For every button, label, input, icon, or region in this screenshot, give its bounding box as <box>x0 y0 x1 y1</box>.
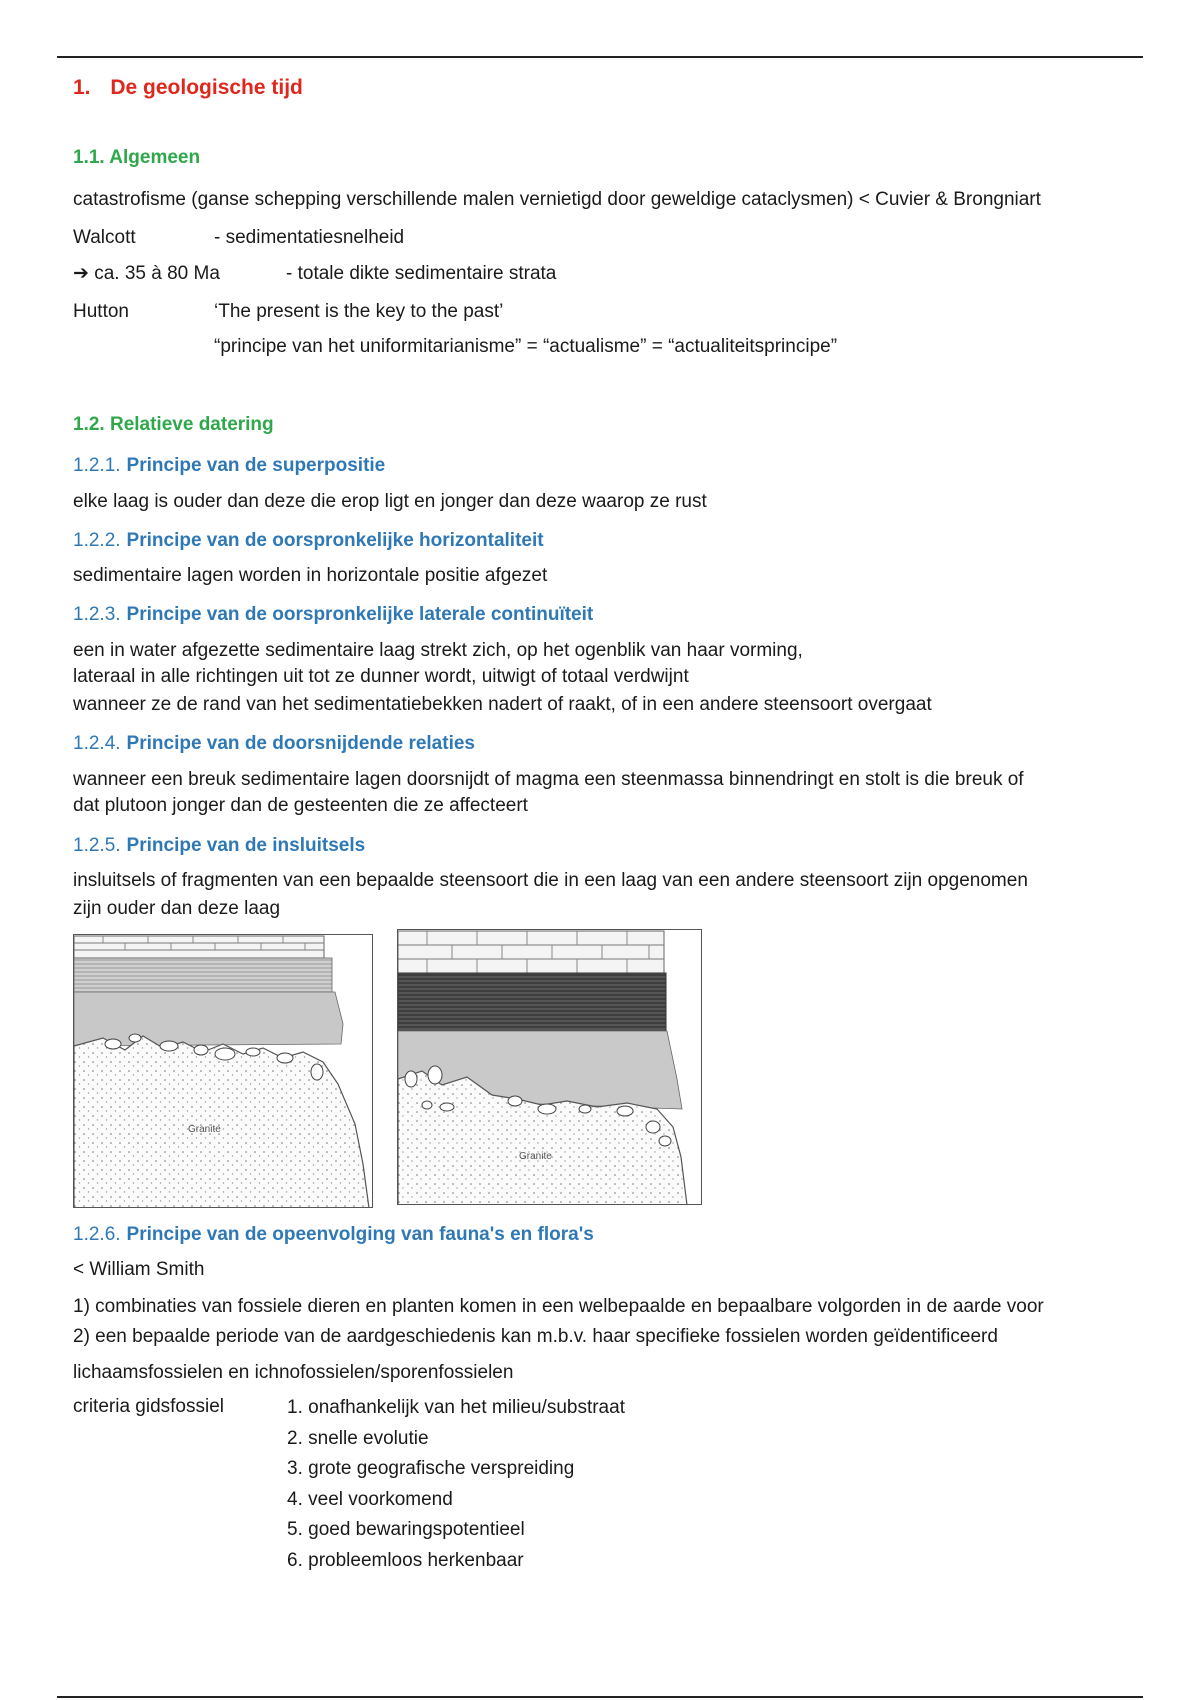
heading-fauna-flora <box>73 1224 594 1246</box>
horizontaliteit-text: sedimentaire lagen worden in horizontale positie afgezet <box>73 565 548 586</box>
walcott-item-1: - sedimentatiesnelheid <box>214 227 405 248</box>
hutton-principle: “principe van het uniformitarianisme” = “actualisme” = “actualiteitsprincipe” <box>214 336 838 357</box>
subsection-title: Principe van de insluitsels <box>126 835 366 856</box>
list-item: 4. veel voorkomend <box>287 1488 453 1510</box>
subsection-title: Principe van de opeenvolging van fauna's en flora's <box>126 1224 594 1245</box>
subsection-number: 1.2.1. <box>73 455 121 476</box>
fauna-line-3: lichaamsfossielen en ichnofossielen/sporenfossielen <box>73 1362 514 1383</box>
cross-section-drawing-right <box>397 929 702 1205</box>
inclusions-figure-right <box>397 929 702 1205</box>
heading-insluitsels <box>73 835 365 857</box>
subsection-title: Principe van de superpositie <box>126 455 386 476</box>
fauna-line-1: 1) combinaties van fossiele dieren en planten komen in een welbepaalde en bepaalbare volgorden in de aarde voor <box>73 1296 1044 1317</box>
fauna-source: < William Smith <box>73 1259 205 1280</box>
walcott-label: Walcott <box>73 227 136 248</box>
granite-label-left: Granite <box>188 1124 221 1135</box>
section-heading <box>73 76 303 100</box>
walcott-result: ➔ ca. 35 à 80 Ma <box>73 263 220 284</box>
bottom-rule <box>57 1696 1143 1698</box>
catastrofisme-text: catastrofisme (ganse schepping verschillende malen vernietigd door geweldige cataclysmen) < Cuvier & Brongniart <box>73 189 1041 210</box>
heading-relatieve-datering: 1.2. Relatieve datering <box>73 414 274 435</box>
list-item: 6. probleemloos herkenbaar <box>287 1549 524 1571</box>
list-item: 5. goed bewaringspotentieel <box>287 1519 525 1540</box>
criteria-label: criteria gidsfossiel <box>73 1396 224 1417</box>
cross-section-drawing-left <box>73 934 373 1208</box>
heading-laterale-continuiteit <box>73 604 593 626</box>
heading-algemeen: 1.1. Algemeen <box>73 147 201 168</box>
heading-superpositie <box>73 455 385 477</box>
continuiteit-line-1: een in water afgezette sedimentaire laag strekt zich, op het ogenblik van haar vorming, <box>73 640 803 661</box>
heading-doorsnijdende-relaties <box>73 733 475 755</box>
list-item: 2. snelle evolutie <box>287 1427 429 1449</box>
list-item: 1. onafhankelijk van het milieu/substraat <box>287 1397 625 1418</box>
inclusions-figure-left <box>73 934 373 1208</box>
section-number: 1. <box>73 76 91 99</box>
insluitsels-line-1: insluitsels of fragmenten van een bepaalde steensoort die in een laag van een andere steensoort zijn opgenomen <box>73 870 1028 891</box>
list-item: 3. grote geografische verspreiding <box>287 1458 575 1479</box>
section-title: De geologische tijd <box>110 76 303 99</box>
heading-horizontaliteit <box>73 530 544 552</box>
subsection-number: 1.2.4. <box>73 733 121 754</box>
granite-label-right: Granite <box>519 1151 552 1162</box>
continuiteit-line-3: wanneer ze de rand van het sedimentatiebekken nadert of raakt, of in een andere steensoort overgaat <box>73 694 932 715</box>
subsection-number: 1.2.3. <box>73 604 121 625</box>
doorsnijdende-line-1: wanneer een breuk sedimentaire lagen doorsnijdt of magma een steenmassa binnendringt en stolt is die breuk of <box>73 769 1024 790</box>
subsection-title: Principe van de oorspronkelijke laterale continuïteit <box>126 604 594 625</box>
subsection-title: Principe van de doorsnijdende relaties <box>126 733 475 754</box>
subsection-title: Principe van de oorspronkelijke horizontaliteit <box>126 530 544 551</box>
hutton-label: Hutton <box>73 301 129 322</box>
walcott-item-2: - totale dikte sedimentaire strata <box>286 263 557 284</box>
doorsnijdende-line-2: dat plutoon jonger dan de gesteenten die ze affecteert <box>73 795 528 816</box>
hutton-quote: ‘The present is the key to the past’ <box>214 301 504 322</box>
criteria-list <box>287 1393 625 1576</box>
fauna-line-2: 2) een bepaalde periode van de aardgeschiedenis kan m.b.v. haar specifieke fossielen worden geïdentificeerd <box>73 1326 998 1347</box>
subsection-number: 1.2.6. <box>73 1224 121 1245</box>
top-rule <box>57 56 1143 58</box>
subsection-number: 1.2.2. <box>73 530 121 551</box>
insluitsels-line-2: zijn ouder dan deze laag <box>73 898 281 919</box>
superpositie-text: elke laag is ouder dan deze die erop ligt en jonger dan deze waarop ze rust <box>73 491 707 512</box>
continuiteit-line-2: lateraal in alle richtingen uit tot ze dunner wordt, uitwigt of totaal verdwijnt <box>73 666 689 687</box>
subsection-number: 1.2.5. <box>73 835 121 856</box>
